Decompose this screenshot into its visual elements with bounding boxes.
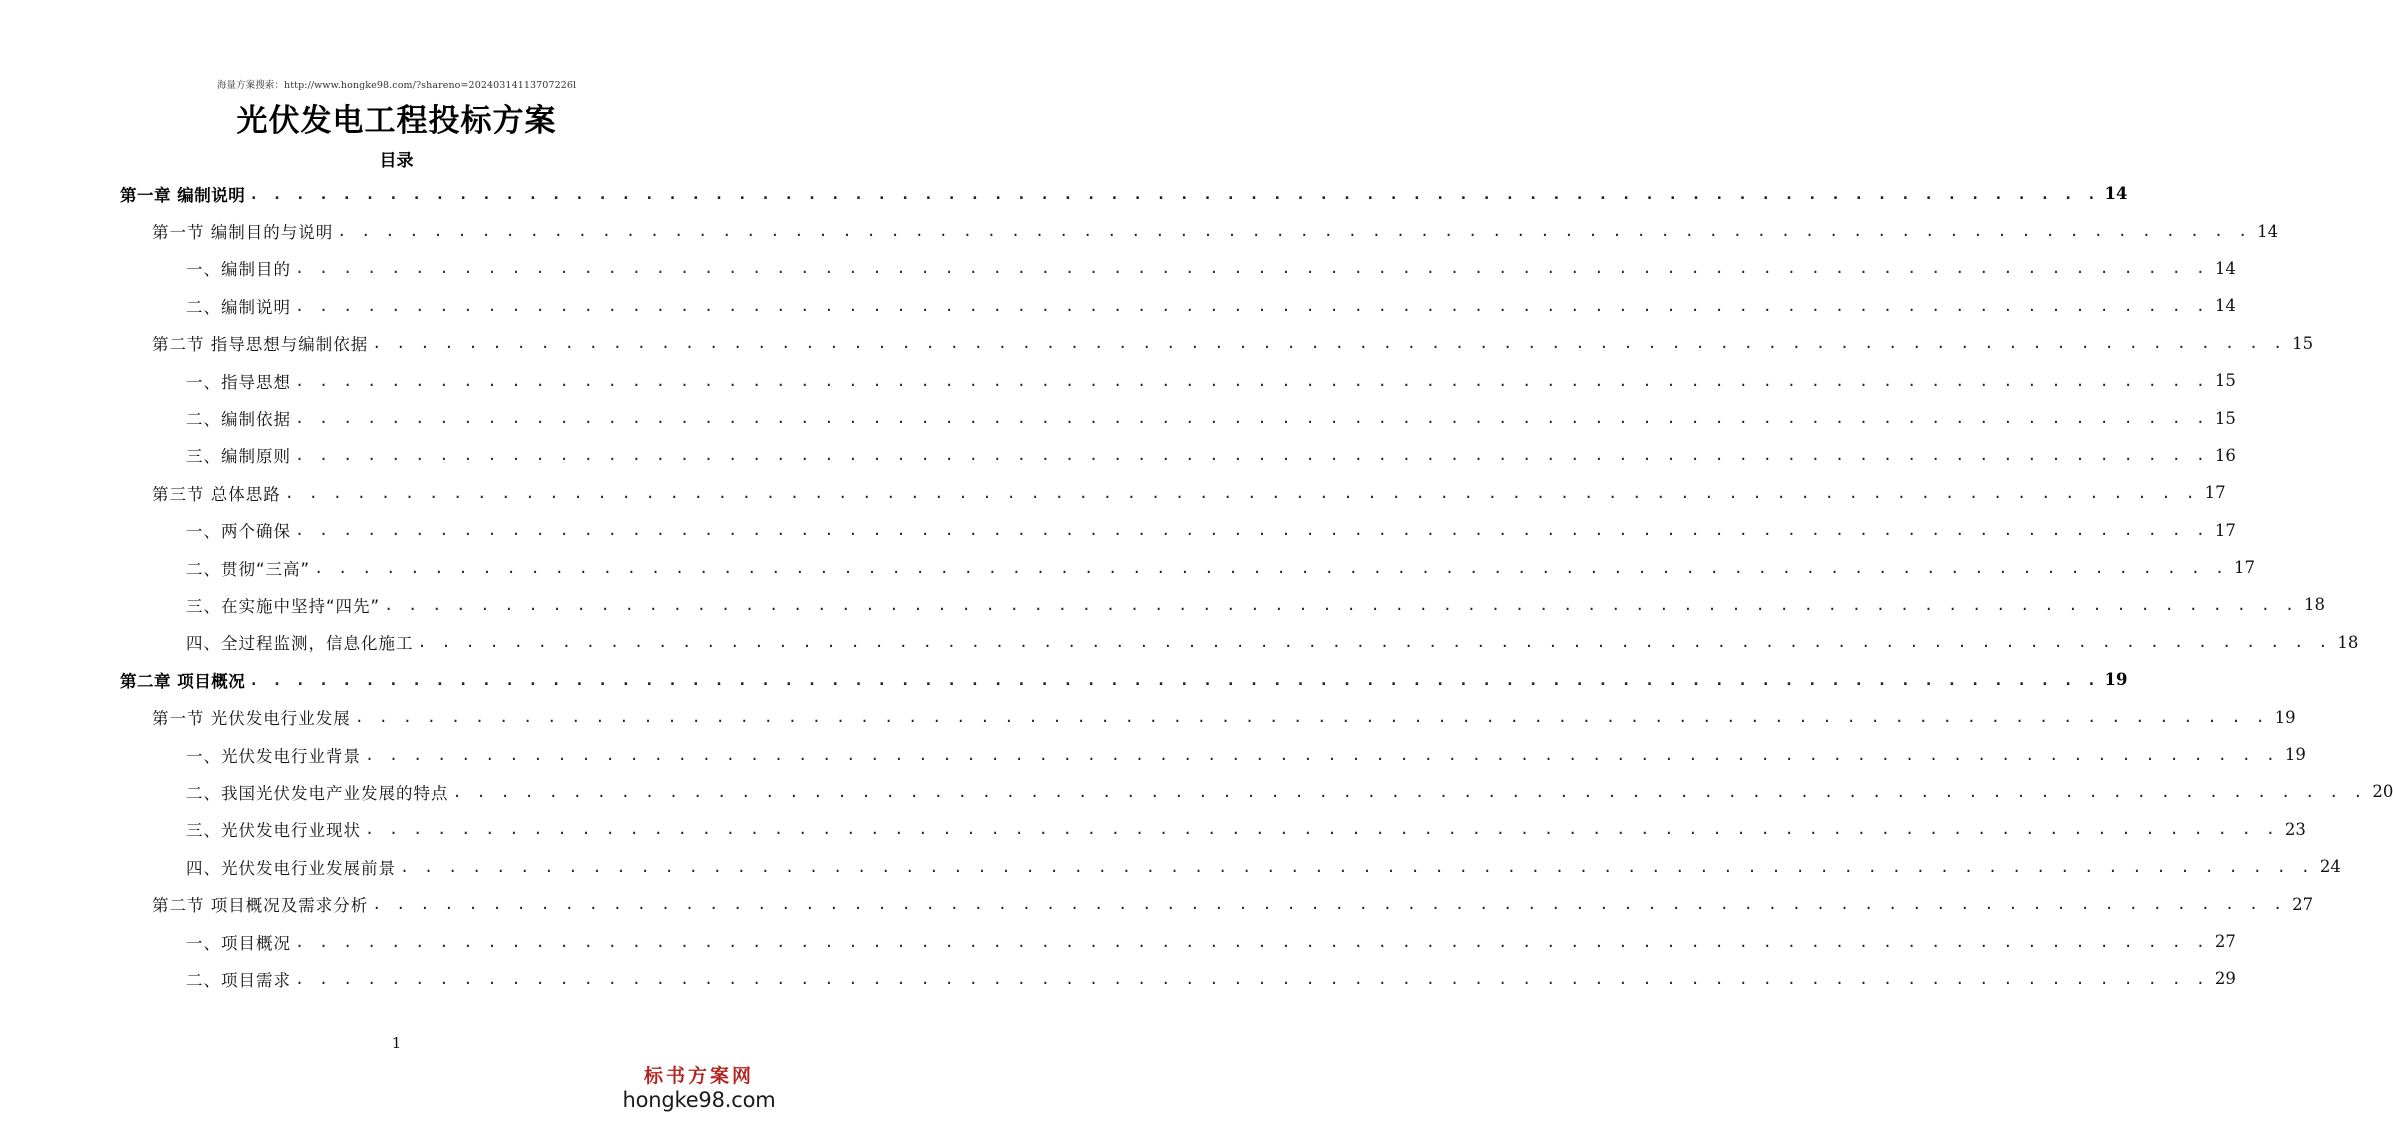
toc-entry-page: 27 (2292, 894, 2314, 914)
toc-dot-leader: . . . . . . . . . . . . . . . . . . . . . . . . . . . . . . . . . . . . . . . . . . . . . . . . . . . . . . . . . . . . . . . . . . . . . . . . . . . . . . . . (249, 184, 2099, 203)
toc-entry-page: 14 (2214, 258, 2236, 278)
toc-section-entry[interactable] (0, 474, 2226, 511)
toc-entry-title: 一、两个确保 (186, 522, 291, 542)
toc-subsection-entry[interactable] (0, 512, 2236, 549)
toc-entry-page: 29 (2214, 969, 2236, 989)
toc-dot-leader: . . . . . . . . . . . . . . . . . . . . . . . . . . . . . . . . . . . . . . . . . . . . . . . . . . . . . . . . . . . . . . . . . . . . . . . . . . . . . . . . (372, 334, 2286, 353)
toc-entry-title: 第二节 项目概况及需求分析 (152, 896, 369, 916)
toc-dot-leader: . . . . . . . . . . . . . . . . . . . . . . . . . . . . . . . . . . . . . . . . . . . . . . . . . . . . . . . . . . . . . . . . . . . . . . . . . . . . . . . . (354, 708, 2268, 727)
toc-dot-leader: . . . . . . . . . . . . . . . . . . . . . . . . . . . . . . . . . . . . . . . . . . . . . . . . . . . . . . . . . . . . . . . . . . . . . . . . . . . . . . . . (295, 409, 2208, 428)
toc-entry-title: 四、全过程监测，信息化施工 (186, 634, 414, 654)
toc-dot-leader: . . . . . . . . . . . . . . . . . . . . . . . . . . . . . . . . . . . . . . . . . . . . . . . . . . . . . . . . . . . . . . . . . . . . . . . . . . . . . . . . (372, 895, 2286, 914)
toc-entry-page: 19 (2274, 707, 2296, 727)
toc-entry-page: 27 (2214, 932, 2236, 951)
watermark-domain: hongke98.com (622, 1088, 776, 1112)
toc-dot-leader: . . . . . . . . . . . . . . . . . . . . . . . . . . . . . . . . . . . . . . . . . . . . . . . . . . . . . . . . . . . . . . . . . . . . . . . . . . . . . . . . (284, 483, 2198, 502)
toc-entry-title: 二、项目需求 (186, 970, 291, 990)
toc-dot-leader: . . . . . . . . . . . . . . . . . . . . . . . . . . . . . . . . . . . . . . . . . . . . . . . . . . . . . . . . . . . . . . . . . . . . . . . . . . . . . . . . (249, 670, 2099, 689)
toc-dot-leader: . . . . . . . . . . . . . . . . . . . . . . . . . . . . . . . . . . . . . . . . . . . . . . . . . . . . . . . . . . . . . . . . . . . . . . . . . . . . . . . . (365, 745, 2278, 764)
toc-subsection-entry[interactable] (0, 624, 2359, 661)
toc-subsection-entry[interactable] (0, 923, 2236, 960)
toc-dot-leader: . . . . . . . . . . . . . . . . . . . . . . . . . . . . . . . . . . . . . . . . . . . . . . . . . . . . . . . . . . . . . . . . . . . . . . . . . . . . . . . . (400, 857, 2313, 876)
toc-dot-leader: . . . . . . . . . . . . . . . . . . . . . . . . . . . . . . . . . . . . . . . . . . . . . . . . . . . . . . . . . . . . . . . . . . . . . . . . . . . . . . . . (295, 932, 2208, 951)
toc-dot-leader: . . . . . . . . . . . . . . . . . . . . . . . . . . . . . . . . . . . . . . . . . . . . . . . . . . . . . . . . . . . . . . . . . . . . . . . . . . . . . . . . (384, 595, 2298, 614)
toc-chapter-entry[interactable] (0, 661, 2128, 698)
toc-section-entry[interactable] (0, 212, 2279, 249)
table-of-contents (0, 175, 2393, 998)
toc-subsection-entry[interactable] (0, 549, 2256, 586)
toc-entry-page: 20 (2372, 782, 2393, 802)
toc-dot-leader: . . . . . . . . . . . . . . . . . . . . . . . . . . . . . . . . . . . . . . . . . . . . . . . . . . . . . . . . . . . . . . . . . . . . . . . . . . . . . . . . (295, 521, 2208, 540)
toc-subsection-entry[interactable] (0, 287, 2236, 324)
toc-entry-page: 16 (2214, 445, 2236, 465)
toc-entry-page: 18 (2337, 632, 2359, 652)
toc-subsection-entry[interactable] (0, 399, 2236, 436)
toc-section-entry[interactable] (0, 698, 2296, 735)
toc-subsection-entry[interactable] (0, 960, 2236, 997)
toc-entry-page: 15 (2214, 371, 2236, 391)
toc-heading: 目录 (379, 151, 414, 171)
toc-entry-title: 第一章 编制说明 (120, 185, 246, 205)
toc-subsection-entry[interactable] (0, 773, 2393, 810)
toc-entry-page: 14 (2257, 221, 2279, 241)
toc-entry-title: 第二章 项目概况 (120, 671, 246, 691)
toc-entry-title: 三、在实施中坚持“四先” (186, 596, 381, 616)
toc-subsection-entry[interactable] (0, 736, 2306, 773)
toc-entry-page: 14 (2104, 184, 2128, 204)
toc-entry-page: 17 (2234, 558, 2256, 578)
toc-entry-title: 二、贯彻“三高” (186, 559, 311, 579)
toc-entry-title: 四、光伏发电行业发展前景 (186, 858, 396, 878)
toc-subsection-entry[interactable] (0, 437, 2236, 474)
toc-subsection-entry[interactable] (0, 250, 2236, 287)
toc-dot-leader: . . . . . . . . . . . . . . . . . . . . . . . . . . . . . . . . . . . . . . . . . . . . . . . . . . . . . . . . . . . . . . . . . . . . . . . . . . . . . . . . (295, 296, 2208, 315)
toc-entry-page: 15 (2214, 408, 2236, 428)
toc-entry-page: 15 (2292, 333, 2314, 353)
toc-chapter-entry[interactable] (0, 175, 2128, 212)
source-url-line: 海量方案搜索：http://www.hongke98.com/?shareno=20240314113707226l (216, 80, 577, 91)
toc-entry-title: 二、我国光伏发电产业发展的特点 (186, 783, 449, 803)
toc-dot-leader: . . . . . . . . . . . . . . . . . . . . . . . . . . . . . . . . . . . . . . . . . . . . . . . . . . . . . . . . . . . . . . . . . . . . . . . . . . . . . . . . (337, 222, 2251, 241)
toc-subsection-entry[interactable] (0, 848, 2341, 885)
toc-entry-page: 14 (2214, 296, 2236, 316)
page-number: 1 (391, 1034, 402, 1052)
toc-entry-title: 一、指导思想 (186, 372, 291, 392)
document-title: 光伏发电工程投标方案 (236, 103, 557, 139)
toc-entry-page: 19 (2104, 670, 2128, 690)
watermark-name: 标书方案网 (643, 1065, 754, 1087)
toc-entry-page: 17 (2214, 520, 2236, 540)
toc-entry-title: 二、编制依据 (186, 410, 291, 430)
toc-entry-title: 第一节 编制目的与说明 (152, 223, 334, 243)
toc-dot-leader: . . . . . . . . . . . . . . . . . . . . . . . . . . . . . . . . . . . . . . . . . . . . . . . . . . . . . . . . . . . . . . . . . . . . . . . . . . . . . . . . (365, 820, 2278, 839)
toc-entry-title: 第一节 光伏发电行业发展 (152, 709, 351, 729)
toc-entry-page: 17 (2204, 483, 2226, 503)
toc-section-entry[interactable] (0, 885, 2314, 922)
toc-dot-leader: . . . . . . . . . . . . . . . . . . . . . . . . . . . . . . . . . . . . . . . . . . . . . . . . . . . . . . . . . . . . . . . . . . . . . . . . . . . . . . . . (295, 446, 2208, 465)
toc-entry-title: 二、编制说明 (186, 297, 291, 317)
toc-entry-title: 三、光伏发电行业现状 (186, 821, 361, 841)
toc-dot-leader: . . . . . . . . . . . . . . . . . . . . . . . . . . . . . . . . . . . . . . . . . . . . . . . . . . . . . . . . . . . . . . . . . . . . . . . . . . . . . . . . (295, 371, 2208, 390)
watermark-logo (619, 1064, 779, 1112)
toc-subsection-entry[interactable] (0, 362, 2236, 399)
toc-entry-page: 18 (2304, 595, 2326, 615)
toc-entry-title: 第二节 指导思想与编制依据 (152, 335, 369, 355)
toc-entry-title: 一、编制目的 (186, 260, 291, 280)
toc-dot-leader: . . . . . . . . . . . . . . . . . . . . . . . . . . . . . . . . . . . . . . . . . . . . . . . . . . . . . . . . . . . . . . . . . . . . . . . . . . . . . . . . (295, 259, 2208, 278)
toc-subsection-entry[interactable] (0, 811, 2306, 848)
toc-subsection-entry[interactable] (0, 586, 2326, 623)
toc-dot-leader: . . . . . . . . . . . . . . . . . . . . . . . . . . . . . . . . . . . . . . . . . . . . . . . . . . . . . . . . . . . . . . . . . . . . . . . . . . . . . . . . (295, 969, 2208, 988)
toc-dot-leader: . . . . . . . . . . . . . . . . . . . . . . . . . . . . . . . . . . . . . . . . . . . . . . . . . . . . . . . . . . . . . . . . . . . . . . . . . . . . . . . . (452, 782, 2366, 801)
toc-dot-leader: . . . . . . . . . . . . . . . . . . . . . . . . . . . . . . . . . . . . . . . . . . . . . . . . . . . . . . . . . . . . . . . . . . . . . . . . . . . . . . . . (417, 633, 2331, 652)
toc-entry-title: 一、光伏发电行业背景 (186, 746, 361, 766)
toc-dot-leader: . . . . . . . . . . . . . . . . . . . . . . . . . . . . . . . . . . . . . . . . . . . . . . . . . . . . . . . . . . . . . . . . . . . . . . . . . . . . . . . . (314, 558, 2228, 577)
toc-entry-title: 三、编制原则 (186, 447, 291, 467)
toc-entry-page: 23 (2284, 819, 2306, 839)
toc-section-entry[interactable] (0, 325, 2314, 362)
toc-entry-page: 24 (2319, 857, 2341, 877)
toc-entry-page: 19 (2284, 745, 2306, 765)
toc-entry-title: 一、项目概况 (186, 933, 291, 953)
toc-entry-title: 第三节 总体思路 (152, 484, 281, 504)
